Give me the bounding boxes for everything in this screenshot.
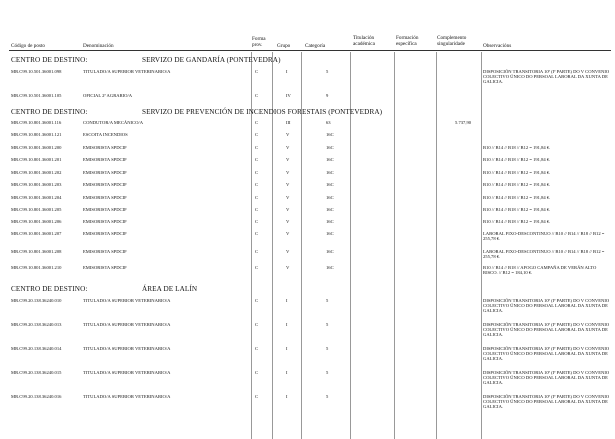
cell-observacions: B10 // B14 // B18 // B12 = 191,84 €. [483,170,551,175]
cell-denominacion: ESCOITA INCENDIOS [83,132,128,137]
cell-grupo: V [286,249,290,254]
section-label: CENTRO DE DESTINO: [11,108,88,116]
cell-grupo: V [286,231,290,236]
cell-observacions: DISPOSICIÓN TRANSITORIA 10ª (Iª PARTE) DO V CONVENIO COLECTIVO ÚNICO DO PERSOAL LABORAL DA XUNTA DE GALICIA. [483,322,610,337]
cell-code: MR.C99.10.801.36001.205 [11,207,62,212]
cell-grupo: V [286,207,290,212]
cell-code: MR.C99.10.801.36001.116 [11,120,62,125]
cell-categoria: 16C [326,157,334,162]
cell-forma: C [255,120,259,125]
cell-observacions: B10 // B14 // B18 // B12 = 191,84 €. [483,219,551,224]
section-label: CENTRO DE DESTINO: [11,285,88,293]
cell-categoria: 16C [326,219,334,224]
cell-categoria: 16C [326,265,334,270]
cell-code: MR.C99.10.501.36001.098 [11,69,62,74]
cell-categoria: 5 [326,69,329,74]
cell-forma: C [255,182,259,187]
cell-code: MR.C99.10.801.36001.207 [11,231,62,236]
cell-forma: C [255,298,259,303]
cell-denominacion: TITULADO/A SUPERIOR VETERINARIO/A [83,394,171,399]
section-heading [11,285,198,293]
cell-denominacion: EMISORISTA SPDCIF [83,170,127,175]
cell-categoria: 16C [326,145,334,150]
column-separator [394,52,395,439]
cell-denominacion: EMISORISTA SPDCIF [83,182,127,187]
header-titulacion: Titulación académica [353,35,375,47]
cell-denominacion: OFICIAL 2ª AGRARIO/A [83,93,133,98]
cell-forma: C [255,132,259,137]
cell-observacions: B10 // B14 // B18 // B12 = 191,84 €. [483,207,551,212]
cell-denominacion: TITULADO/A SUPERIOR VETERINARIO/A [83,69,171,74]
cell-code: MR.C99.10.801.36001.210 [11,265,62,270]
column-separator [436,52,437,439]
cell-observacions: DISPOSICIÓN TRANSITORIA 10ª (Iª PARTE) DO V CONVENIO COLECTIVO ÚNICO DO PERSOAL LABORAL DA XUNTA DE GALICIA. [483,394,610,409]
cell-grupo: I [286,298,288,303]
header-denominacion: Denominación [83,43,114,49]
cell-observacions: DISPOSICIÓN TRANSITORIA 10ª (Iª PARTE) DO V CONVENIO COLECTIVO ÚNICO DO PERSOAL LABORAL DA XUNTA DE GALICIA. [483,298,610,313]
cell-grupo: V [286,195,290,200]
cell-categoria: 5 [326,322,329,327]
cell-denominacion: EMISORISTA SPDCIF [83,145,127,150]
section-heading [11,108,383,116]
cell-categoria: 16C [326,231,334,236]
cell-categoria: 16C [326,207,334,212]
cell-forma: C [255,346,259,351]
cell-code: MR.C99.20.138.36240.015 [11,370,62,375]
header-forma: Forma prov. [252,36,266,48]
cell-grupo: V [286,219,290,224]
cell-observacions: B10 // B14 // B18 // AFOGO CAMPAÑA DE VERÁN ALTO RISCO. // B12 = 184,10 €. [483,265,597,275]
cell-grupo: I [286,69,288,74]
cell-forma: C [255,370,259,375]
cell-code: MR.C99.10.801.36001.121 [11,132,62,137]
cell-code: MR.C99.20.138.36240.013 [11,322,62,327]
cell-forma: C [255,69,259,74]
cell-denominacion: TITULADO/A SUPERIOR VETERINARIO/A [83,370,171,375]
cell-denominacion: EMISORISTA SPDCIF [83,219,127,224]
cell-denominacion: EMISORISTA SPDCIF [83,157,127,162]
cell-categoria: 5 [326,370,329,375]
section-heading [11,56,281,64]
cell-categoria: 16C [326,132,334,137]
cell-forma: C [255,265,259,270]
cell-categoria: 16C [326,170,334,175]
cell-categoria: 16C [326,195,334,200]
cell-denominacion: TITULADO/A SUPERIOR VETERINARIO/A [83,298,171,303]
section-title: SERVIZO DE GANDARÍA (PONTEVEDRA) [142,56,281,64]
cell-denominacion: CONDUTOR/A MECÁNICO/A [83,120,144,125]
section-label: CENTRO DE DESTINO: [11,56,88,64]
cell-categoria: 63 [326,120,331,125]
cell-code: MR.C99.10.801.36001.208 [11,249,62,254]
cell-forma: C [255,157,259,162]
section-title: ÁREA DE LALÍN [142,285,198,293]
header-rule [9,50,611,51]
cell-categoria: 5 [326,298,329,303]
cell-grupo: III [286,120,291,125]
cell-observacions: B10 // B14 // B18 // B12 = 191,84 €. [483,195,551,200]
cell-forma: C [255,322,259,327]
header-categoria: Categoría [305,43,326,49]
cell-categoria: 5 [326,346,329,351]
cell-observacions: B10 // B14 // B18 // B12 = 191,84 €. [483,145,551,150]
cell-forma: C [255,93,259,98]
cell-observacions: DISPOSICIÓN TRANSITORIA 10ª (Iª PARTE) DO V CONVENIO COLECTIVO ÚNICO DO PERSOAL LABORAL DA XUNTA DE GALICIA. [483,370,610,385]
cell-code: MR.C99.20.138.36240.010 [11,298,62,303]
cell-denominacion: EMISORISTA SPDCIF [83,207,127,212]
header-formacion: Formación específica [396,35,419,47]
cell-categoria: 16C [326,249,334,254]
cell-denominacion: EMISORISTA SPDCIF [83,265,127,270]
header-codigo: Código de posto [11,43,46,49]
cell-observacions: DISPOSICIÓN TRANSITORIA 10ª (Iª PARTE) DO V CONVENIO COLECTIVO ÚNICO DO PERSOAL LABORAL DA XUNTA DE GALICIA. [483,69,610,84]
cell-observacions: B10 // B14 // B18 // B12 = 191,84 €. [483,157,551,162]
cell-grupo: V [286,182,290,187]
cell-observacions: B10 // B14 // B18 // B12 = 191,84 €. [483,182,551,187]
cell-categoria: 9 [326,93,329,98]
cell-grupo: I [286,346,288,351]
cell-grupo: IV [286,93,291,98]
cell-denominacion: EMISORISTA SPDCIF [83,249,127,254]
cell-grupo: V [286,145,290,150]
cell-categoria: 5 [326,394,329,399]
header-grupo: Grupo [277,43,291,49]
cell-categoria: 16C [326,182,334,187]
cell-code: MR.C99.10.801.36001.203 [11,182,62,187]
cell-grupo: I [286,322,288,327]
cell-forma: C [255,394,259,399]
header-complemento: Complemento singularidade [437,35,467,47]
cell-forma: C [255,219,259,224]
cell-observacions: LABORAL FIXO-DESCONTINUO // B10 // B14 // B18 // B12 = 255,78 €. [483,231,605,241]
cell-code: MR.C99.10.801.36001.206 [11,219,62,224]
cell-grupo: V [286,132,290,137]
cell-observacions: DISPOSICIÓN TRANSITORIA 10ª (Iª PARTE) DO V CONVENIO COLECTIVO ÚNICO DO PERSOAL LABORAL DA XUNTA DE GALICIA. [483,346,610,361]
cell-denominacion: EMISORISTA SPDCIF [83,195,127,200]
cell-code: MR.C99.10.501.36001.105 [11,93,62,98]
cell-code: MR.C99.10.801.36001.201 [11,157,62,162]
section-title: SERVIZO DE PREVENCIÓN DE INCENDIOS FORESTAIS (PONTEVEDRA) [142,108,383,116]
cell-forma: C [255,145,259,150]
cell-forma: C [255,207,259,212]
cell-denominacion: EMISORISTA SPDCIF [83,231,127,236]
cell-grupo: V [286,170,290,175]
cell-forma: C [255,195,259,200]
cell-code: MR.C99.10.801.36001.202 [11,170,62,175]
cell-code: MR.C99.20.138.36240.016 [11,394,62,399]
column-separator [481,52,482,439]
cell-grupo: I [286,394,288,399]
cell-denominacion: TITULADO/A SUPERIOR VETERINARIO/A [83,346,171,351]
cell-complemento: 5.737,90 [455,120,472,125]
cell-observacions: LABORAL FIXO-DESCONTINUO // B10 // B14 // B18 // B12 = 255,78 €. [483,249,605,259]
cell-denominacion: TITULADO/A SUPERIOR VETERINARIO/A [83,322,171,327]
cell-forma: C [255,170,259,175]
cell-forma: C [255,231,259,236]
cell-code: MR.C99.10.801.36001.200 [11,145,62,150]
header-observacions: Observacións [483,43,512,49]
cell-grupo: V [286,157,290,162]
cell-grupo: I [286,370,288,375]
cell-forma: C [255,249,259,254]
cell-code: MR.C99.10.801.36001.204 [11,195,62,200]
cell-code: MR.C99.20.138.36240.014 [11,346,62,351]
cell-grupo: V [286,265,290,270]
